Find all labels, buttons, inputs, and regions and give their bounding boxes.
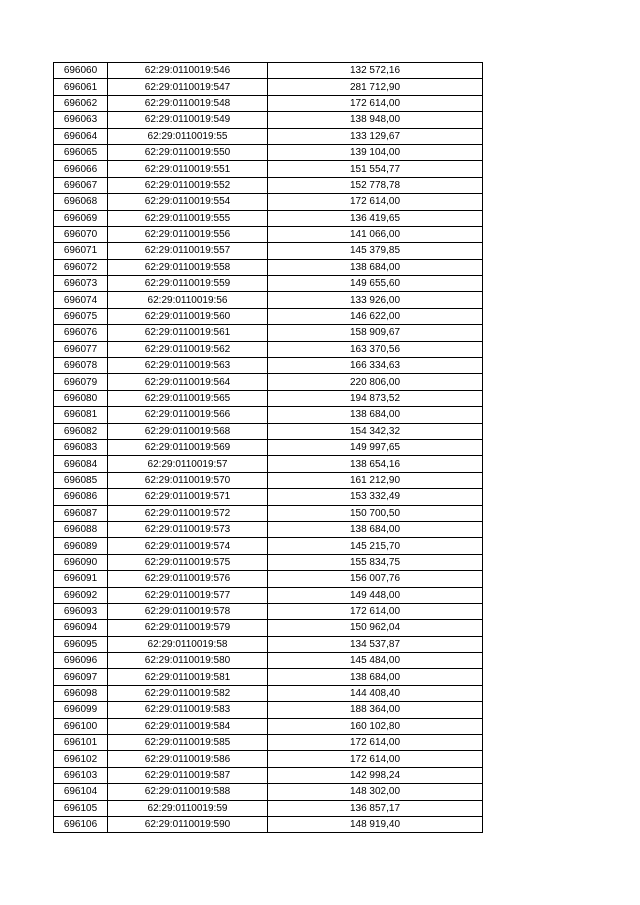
table-row [54, 276, 483, 292]
row-number-cell: 696081 [54, 407, 108, 423]
row-number-cell: 696083 [54, 439, 108, 455]
table-row [54, 128, 483, 144]
table-row [54, 292, 483, 308]
row-number-cell: 696066 [54, 161, 108, 177]
row-number-cell: 696087 [54, 505, 108, 521]
table-row [54, 374, 483, 390]
cadastral-value-cell: 172 614,00 [268, 735, 483, 751]
cadastral-number-cell: 62:29:0110019:578 [108, 603, 268, 619]
cadastral-number-cell: 62:29:0110019:559 [108, 276, 268, 292]
row-number-cell: 696102 [54, 751, 108, 767]
cadastral-number-cell: 62:29:0110019:566 [108, 407, 268, 423]
row-number-cell: 696101 [54, 735, 108, 751]
table-row [54, 210, 483, 226]
cadastral-value-cell: 151 554,77 [268, 161, 483, 177]
cadastral-number-cell: 62:29:0110019:547 [108, 79, 268, 95]
cadastral-value-cell: 132 572,16 [268, 63, 483, 79]
cadastral-number-cell: 62:29:0110019:580 [108, 653, 268, 669]
cadastral-value-cell: 149 448,00 [268, 587, 483, 603]
table-row [54, 784, 483, 800]
table-row [54, 79, 483, 95]
table-row [54, 95, 483, 111]
table-row [54, 144, 483, 160]
cadastral-value-cell: 172 614,00 [268, 194, 483, 210]
cadastral-number-cell: 62:29:0110019:55 [108, 128, 268, 144]
table-row [54, 226, 483, 242]
cadastral-number-cell: 62:29:0110019:57 [108, 456, 268, 472]
cadastral-number-cell: 62:29:0110019:590 [108, 816, 268, 832]
cadastral-value-cell: 281 712,90 [268, 79, 483, 95]
table-row [54, 358, 483, 374]
cadastral-number-cell: 62:29:0110019:573 [108, 521, 268, 537]
table-row [54, 669, 483, 685]
row-number-cell: 696061 [54, 79, 108, 95]
table-row [54, 63, 483, 79]
cadastral-value-cell: 172 614,00 [268, 751, 483, 767]
table-row [54, 603, 483, 619]
row-number-cell: 696080 [54, 390, 108, 406]
row-number-cell: 696073 [54, 276, 108, 292]
table-row [54, 243, 483, 259]
table-row [54, 489, 483, 505]
cadastral-value-cell: 166 334,63 [268, 358, 483, 374]
cadastral-value-cell: 150 962,04 [268, 620, 483, 636]
cadastral-value-cell: 136 419,65 [268, 210, 483, 226]
table-row [54, 800, 483, 816]
row-number-cell: 696084 [54, 456, 108, 472]
cadastral-number-cell: 62:29:0110019:569 [108, 439, 268, 455]
cadastral-number-cell: 62:29:0110019:554 [108, 194, 268, 210]
table-row [54, 308, 483, 324]
row-number-cell: 696067 [54, 177, 108, 193]
cadastral-number-cell: 62:29:0110019:579 [108, 620, 268, 636]
cadastral-number-cell: 62:29:0110019:577 [108, 587, 268, 603]
row-number-cell: 696077 [54, 341, 108, 357]
cadastral-value-table [53, 62, 483, 833]
row-number-cell: 696071 [54, 243, 108, 259]
table-row [54, 816, 483, 832]
row-number-cell: 696086 [54, 489, 108, 505]
cadastral-number-cell: 62:29:0110019:574 [108, 538, 268, 554]
cadastral-value-cell: 133 129,67 [268, 128, 483, 144]
row-number-cell: 696106 [54, 816, 108, 832]
cadastral-value-cell: 156 007,76 [268, 571, 483, 587]
cadastral-value-cell: 138 684,00 [268, 521, 483, 537]
cadastral-value-cell: 138 654,16 [268, 456, 483, 472]
table-row [54, 194, 483, 210]
table-row [54, 735, 483, 751]
table-row [54, 653, 483, 669]
cadastral-value-cell: 149 655,60 [268, 276, 483, 292]
row-number-cell: 696078 [54, 358, 108, 374]
row-number-cell: 696096 [54, 653, 108, 669]
cadastral-number-cell: 62:29:0110019:568 [108, 423, 268, 439]
row-number-cell: 696062 [54, 95, 108, 111]
cadastral-value-cell: 161 212,90 [268, 472, 483, 488]
cadastral-number-cell: 62:29:0110019:576 [108, 571, 268, 587]
cadastral-value-cell: 138 684,00 [268, 259, 483, 275]
table-row [54, 620, 483, 636]
cadastral-value-cell: 146 622,00 [268, 308, 483, 324]
cadastral-number-cell: 62:29:0110019:550 [108, 144, 268, 160]
cadastral-number-cell: 62:29:0110019:572 [108, 505, 268, 521]
row-number-cell: 696105 [54, 800, 108, 816]
table-row [54, 554, 483, 570]
row-number-cell: 696070 [54, 226, 108, 242]
cadastral-value-cell: 172 614,00 [268, 603, 483, 619]
row-number-cell: 696095 [54, 636, 108, 652]
cadastral-number-cell: 62:29:0110019:570 [108, 472, 268, 488]
table-row [54, 325, 483, 341]
cadastral-value-cell: 138 684,00 [268, 407, 483, 423]
table-row [54, 505, 483, 521]
cadastral-number-cell: 62:29:0110019:58 [108, 636, 268, 652]
table-row [54, 259, 483, 275]
table-row [54, 767, 483, 783]
cadastral-number-cell: 62:29:0110019:585 [108, 735, 268, 751]
row-number-cell: 696098 [54, 685, 108, 701]
table-row [54, 177, 483, 193]
table-row [54, 112, 483, 128]
row-number-cell: 696074 [54, 292, 108, 308]
cadastral-value-cell: 139 104,00 [268, 144, 483, 160]
table-row [54, 718, 483, 734]
row-number-cell: 696103 [54, 767, 108, 783]
cadastral-number-cell: 62:29:0110019:584 [108, 718, 268, 734]
cadastral-number-cell: 62:29:0110019:549 [108, 112, 268, 128]
table-row [54, 407, 483, 423]
cadastral-number-cell: 62:29:0110019:560 [108, 308, 268, 324]
table-row [54, 423, 483, 439]
cadastral-number-cell: 62:29:0110019:548 [108, 95, 268, 111]
cadastral-value-cell: 194 873,52 [268, 390, 483, 406]
cadastral-value-cell: 155 834,75 [268, 554, 483, 570]
row-number-cell: 696091 [54, 571, 108, 587]
row-number-cell: 696068 [54, 194, 108, 210]
row-number-cell: 696060 [54, 63, 108, 79]
table-row [54, 521, 483, 537]
cadastral-number-cell: 62:29:0110019:558 [108, 259, 268, 275]
cadastral-value-cell: 163 370,56 [268, 341, 483, 357]
cadastral-number-cell: 62:29:0110019:565 [108, 390, 268, 406]
table-row [54, 702, 483, 718]
cadastral-value-cell: 150 700,50 [268, 505, 483, 521]
cadastral-number-cell: 62:29:0110019:583 [108, 702, 268, 718]
cadastral-value-cell: 158 909,67 [268, 325, 483, 341]
table-row [54, 685, 483, 701]
row-number-cell: 696092 [54, 587, 108, 603]
table-row [54, 161, 483, 177]
cadastral-number-cell: 62:29:0110019:56 [108, 292, 268, 308]
row-number-cell: 696069 [54, 210, 108, 226]
cadastral-value-cell: 154 342,32 [268, 423, 483, 439]
table-row [54, 439, 483, 455]
cadastral-number-cell: 62:29:0110019:561 [108, 325, 268, 341]
row-number-cell: 696085 [54, 472, 108, 488]
row-number-cell: 696090 [54, 554, 108, 570]
row-number-cell: 696099 [54, 702, 108, 718]
row-number-cell: 696065 [54, 144, 108, 160]
table-row [54, 636, 483, 652]
row-number-cell: 696076 [54, 325, 108, 341]
cadastral-value-cell: 145 484,00 [268, 653, 483, 669]
table-row [54, 390, 483, 406]
cadastral-value-cell: 141 066,00 [268, 226, 483, 242]
cadastral-value-cell: 148 919,40 [268, 816, 483, 832]
cadastral-number-cell: 62:29:0110019:551 [108, 161, 268, 177]
table-row [54, 456, 483, 472]
row-number-cell: 696093 [54, 603, 108, 619]
cadastral-value-cell: 145 215,70 [268, 538, 483, 554]
cadastral-value-cell: 149 997,65 [268, 439, 483, 455]
cadastral-value-cell: 133 926,00 [268, 292, 483, 308]
cadastral-number-cell: 62:29:0110019:563 [108, 358, 268, 374]
table-row [54, 341, 483, 357]
cadastral-number-cell: 62:29:0110019:555 [108, 210, 268, 226]
table-body [54, 63, 483, 833]
table-row [54, 472, 483, 488]
row-number-cell: 696075 [54, 308, 108, 324]
cadastral-value-cell: 188 364,00 [268, 702, 483, 718]
row-number-cell: 696094 [54, 620, 108, 636]
cadastral-value-cell: 144 408,40 [268, 685, 483, 701]
cadastral-value-cell: 145 379,85 [268, 243, 483, 259]
cadastral-value-cell: 153 332,49 [268, 489, 483, 505]
cadastral-number-cell: 62:29:0110019:564 [108, 374, 268, 390]
cadastral-number-cell: 62:29:0110019:581 [108, 669, 268, 685]
cadastral-value-cell: 220 806,00 [268, 374, 483, 390]
row-number-cell: 696082 [54, 423, 108, 439]
cadastral-number-cell: 62:29:0110019:562 [108, 341, 268, 357]
cadastral-number-cell: 62:29:0110019:556 [108, 226, 268, 242]
cadastral-value-cell: 172 614,00 [268, 95, 483, 111]
cadastral-number-cell: 62:29:0110019:571 [108, 489, 268, 505]
cadastral-number-cell: 62:29:0110019:59 [108, 800, 268, 816]
cadastral-value-cell: 148 302,00 [268, 784, 483, 800]
table-row [54, 587, 483, 603]
cadastral-number-cell: 62:29:0110019:588 [108, 784, 268, 800]
cadastral-number-cell: 62:29:0110019:586 [108, 751, 268, 767]
row-number-cell: 696063 [54, 112, 108, 128]
row-number-cell: 696072 [54, 259, 108, 275]
row-number-cell: 696088 [54, 521, 108, 537]
cadastral-value-cell: 136 857,17 [268, 800, 483, 816]
row-number-cell: 696079 [54, 374, 108, 390]
cadastral-value-cell: 142 998,24 [268, 767, 483, 783]
row-number-cell: 696097 [54, 669, 108, 685]
cadastral-value-cell: 160 102,80 [268, 718, 483, 734]
table-row [54, 751, 483, 767]
cadastral-number-cell: 62:29:0110019:587 [108, 767, 268, 783]
cadastral-number-cell: 62:29:0110019:546 [108, 63, 268, 79]
cadastral-value-cell: 138 948,00 [268, 112, 483, 128]
cadastral-value-cell: 152 778,78 [268, 177, 483, 193]
cadastral-value-cell: 134 537,87 [268, 636, 483, 652]
row-number-cell: 696064 [54, 128, 108, 144]
cadastral-number-cell: 62:29:0110019:557 [108, 243, 268, 259]
cadastral-number-cell: 62:29:0110019:575 [108, 554, 268, 570]
cadastral-number-cell: 62:29:0110019:552 [108, 177, 268, 193]
cadastral-value-cell: 138 684,00 [268, 669, 483, 685]
row-number-cell: 696100 [54, 718, 108, 734]
table-row [54, 538, 483, 554]
row-number-cell: 696104 [54, 784, 108, 800]
table-row [54, 571, 483, 587]
row-number-cell: 696089 [54, 538, 108, 554]
cadastral-number-cell: 62:29:0110019:582 [108, 685, 268, 701]
